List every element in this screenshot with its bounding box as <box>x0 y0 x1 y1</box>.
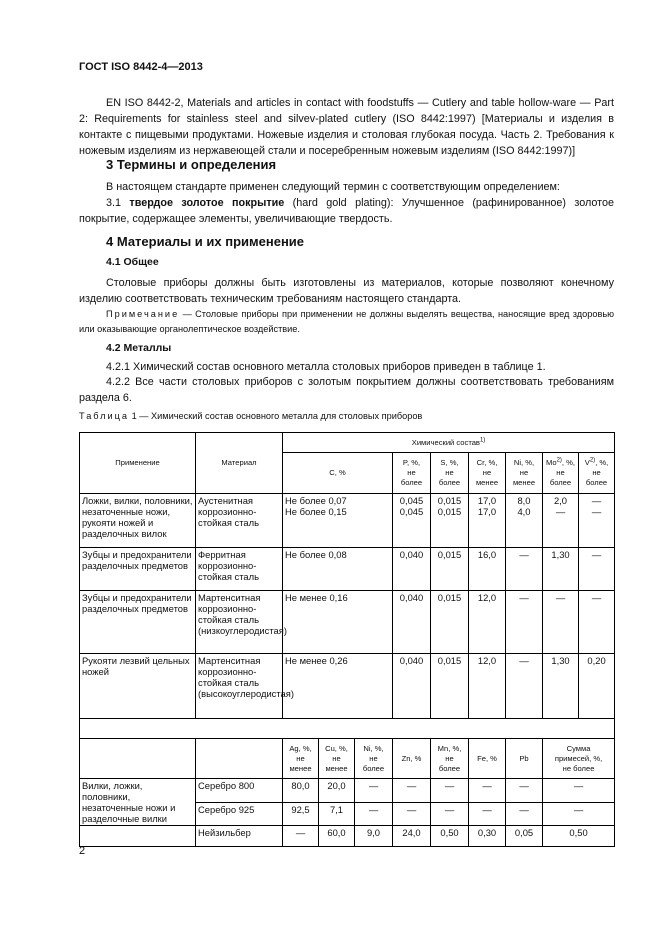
header2-zn: Zn, % <box>393 739 431 779</box>
table-row <box>80 654 615 719</box>
cell-zn: — <box>393 802 431 826</box>
header-ni: Ni, %, не менее <box>506 453 543 494</box>
table-row <box>80 826 615 847</box>
header2-application-blank <box>80 739 196 779</box>
cell-pb: — <box>506 802 543 826</box>
subsection-4-2-title: 4.2 Металлы <box>106 342 172 354</box>
header2-pb: Pb <box>506 739 543 779</box>
cell-pb: — <box>506 779 543 803</box>
cell-material: Серебро 800 <box>196 779 283 803</box>
cell-p: 0,045 0,045 <box>393 494 431 548</box>
cell-cu: 7,1 <box>319 802 355 826</box>
cell-ni: 9,0 <box>355 826 393 847</box>
cell-c: Не менее 0,16 <box>283 591 393 654</box>
note <box>79 307 614 337</box>
cell-ni: — <box>506 591 543 654</box>
header2-cu: Cu, %, не менее <box>319 739 355 779</box>
cell-v: — — <box>579 494 615 548</box>
section-3-intro: В настоящем стандарте применен следующий термин с соответствующим определением: <box>106 181 560 193</box>
cell-zn: 24,0 <box>393 826 431 847</box>
cell-mo: 1,30 <box>543 654 579 719</box>
header-chemical-composition <box>283 433 615 453</box>
header2-impurities-sum: Сумма примесей, %, не более <box>543 739 615 779</box>
table-caption-text: 1 — Химический состав основного металла для столовых приборов <box>131 411 423 421</box>
table-caption <box>79 411 422 421</box>
cell-p: 0,040 <box>393 654 431 719</box>
cell-ag: 92,5 <box>283 802 319 826</box>
cell-cr: 12,0 <box>469 591 506 654</box>
header-application: Применение <box>80 433 196 494</box>
table-row <box>80 591 615 654</box>
table-row <box>80 779 615 803</box>
cell-v: — <box>579 591 615 654</box>
cell-material: Серебро 925 <box>196 802 283 826</box>
reference-paragraph: EN ISO 8442-2, Materials and articles in contact with foodstuffs — Cutlery and table hollow-ware — Part 2: Requirements for stainless steel and silvev-plated cutlery (ISO 8442:1997) [Материалы и изделия в контакте с пищевыми продуктами. Ножевые изделия и столовая глубокая посуда. Часть 2. Требования к ножевым изделиям из нержавеющей стали и посеребренным ножевым изделиям (ISO 8442:1997)] <box>79 97 614 157</box>
cell-application: Зубцы и предохранители разделочных предметов <box>80 548 196 591</box>
table-row <box>80 494 615 548</box>
cell-sum: — <box>543 779 615 803</box>
cell-material: Мартенситная коррозионно-стойкая сталь (низкоуглеродистая) <box>196 591 283 654</box>
header-chem-label: Химический состав <box>411 437 480 447</box>
cell-sum: — <box>543 802 615 826</box>
header-c: C, % <box>283 453 393 494</box>
header-mo: Mo$^{2)}$, %, не более <box>543 453 579 494</box>
header2-fe: Fe, % <box>469 739 506 779</box>
cell-material: Аустенитная коррозионно-стойкая сталь <box>196 494 283 548</box>
cell-mn: — <box>431 802 469 826</box>
cell-s: 0,015 <box>431 548 469 591</box>
cell-cr: 17,0 17,0 <box>469 494 506 548</box>
header-material: Материал <box>196 433 283 494</box>
cell-silver-application: Вилки, ложки, половники, незаточенные ножи и разделочные вилки <box>80 779 196 826</box>
cell-cr: 12,0 <box>469 654 506 719</box>
cell-c: Не более 0,08 <box>283 548 393 591</box>
table-caption-label: Таблица <box>79 411 130 421</box>
header2-ag: Ag, %, не менее <box>283 739 319 779</box>
cell-ag: — <box>283 826 319 847</box>
term-name: твердое золотое покрытие <box>129 197 285 209</box>
cell-sum: 0,50 <box>543 826 615 847</box>
header-p: P, %, не более <box>393 453 431 494</box>
cell-ni: — <box>506 654 543 719</box>
section-3-title: 3 Термины и определения <box>106 157 277 172</box>
cell-application: Ложки, вилки, половники, незаточенные ножи, рукояти ножей и разделочных вилок <box>80 494 196 548</box>
cell-material: Ферритная коррозионно-стойкая сталь <box>196 548 283 591</box>
cell-v: 0,20 <box>579 654 615 719</box>
cell-ni: — <box>506 548 543 591</box>
cell-material: Нейзильбер <box>196 826 283 847</box>
cell-application-blank <box>80 826 196 847</box>
term-text: (hard gold plating): Улучшенное (рафинированное) золотое покрытие, содержащее элементы, увеличивающие твердость. <box>79 197 615 225</box>
term-number: 3.1 <box>106 197 122 209</box>
header-chem-footnote: 1) <box>479 436 486 443</box>
subsection-4-1-title: 4.1 Общее <box>106 256 159 268</box>
term-definition <box>79 195 614 227</box>
paragraph-4-2-2: 4.2.2 Все части столовых приборов с золотым покрытием должны соответствовать требованиям раздела 6. <box>79 376 614 404</box>
cell-pb: 0,05 <box>506 826 543 847</box>
cell-ni: — <box>355 779 393 803</box>
cell-cr: 16,0 <box>469 548 506 591</box>
cell-cu: 60,0 <box>319 826 355 847</box>
table-spacer-row <box>80 719 615 739</box>
cell-mn: — <box>431 779 469 803</box>
cell-ni: — <box>355 802 393 826</box>
cell-p: 0,040 <box>393 591 431 654</box>
cell-mo: 2,0 — <box>543 494 579 548</box>
cell-s: 0,015 <box>431 591 469 654</box>
cell-fe: — <box>469 802 506 826</box>
cell-application: Рукояти лезвий цельных ножей <box>80 654 196 719</box>
table-row <box>80 548 615 591</box>
cell-mo: — <box>543 591 579 654</box>
note-text: — Столовые приборы при применении не должны выделять вещества, наносящие вред здоровью или оказывающие органолептическое воздействие. <box>79 309 615 334</box>
cell-material: Мартенситная коррозионно-стойкая сталь (высокоуглеродистая) <box>196 654 283 719</box>
header-s: S, %, не более <box>431 453 469 494</box>
cell-ni: 8,0 4,0 <box>506 494 543 548</box>
document-header: ГОСТ ISO 8442-4—2013 <box>79 61 203 73</box>
note-label: Примечание <box>106 309 180 319</box>
cell-fe: 0,30 <box>469 826 506 847</box>
cell-cu: 20,0 <box>319 779 355 803</box>
page-number: 2 <box>79 845 86 857</box>
cell-mo: 1,30 <box>543 548 579 591</box>
cell-ag: 80,0 <box>283 779 319 803</box>
chemical-composition-table <box>79 432 615 847</box>
header2-material-blank <box>196 739 283 779</box>
paragraph-4-2-1: 4.2.1 Химический состав основного металла столовых приборов приведен в таблице 1. <box>106 361 546 373</box>
section-4-title: 4 Материалы и их применение <box>106 234 305 249</box>
header-v: $V^{2)}$, %, не более <box>579 453 615 494</box>
cell-mn: 0,50 <box>431 826 469 847</box>
cell-s: 0,015 <box>431 654 469 719</box>
header-cr: Cr, %, не менее <box>469 453 506 494</box>
cell-fe: — <box>469 779 506 803</box>
cell-c: Не менее 0,26 <box>283 654 393 719</box>
header2-mn: Mn, %, не более <box>431 739 469 779</box>
cell-c: Не более 0,07 Не более 0,15 <box>283 494 393 548</box>
cell-application: Зубцы и предохранители разделочных предметов <box>80 591 196 654</box>
header2-ni: Ni, %, не более <box>355 739 393 779</box>
subsection-4-1-text: Столовые приборы должны быть изготовлены из материалов, которые позволяют конечному изделию соответствовать техническим требованиям настоящего стандарта. <box>79 277 614 305</box>
cell-v: — <box>579 548 615 591</box>
cell-s: 0,015 0,015 <box>431 494 469 548</box>
cell-zn: — <box>393 779 431 803</box>
cell-p: 0,040 <box>393 548 431 591</box>
